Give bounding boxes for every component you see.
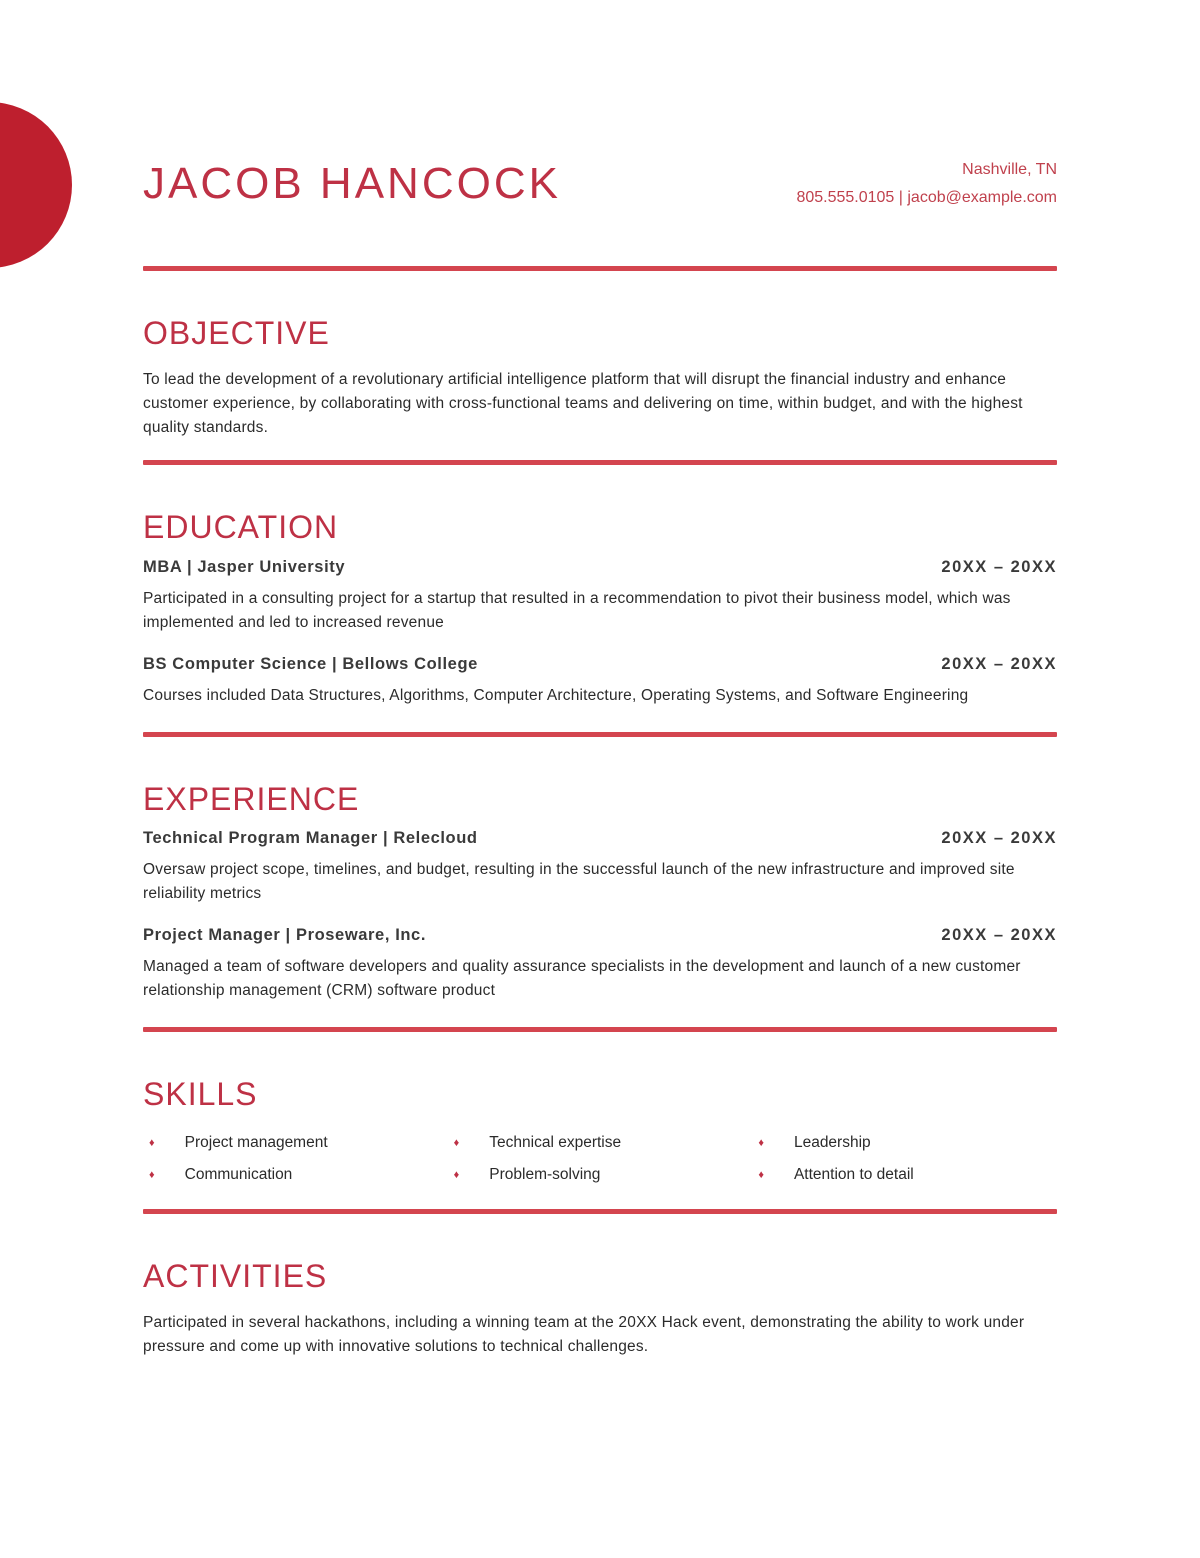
section-education [143, 509, 1057, 708]
contact-info [796, 156, 1057, 212]
skill-item [752, 1129, 1057, 1157]
job-title-company: Technical Program Manager | Relecloud [143, 829, 478, 848]
section-title-education: EDUCATION [143, 508, 339, 545]
experience-entry-header [143, 829, 1057, 848]
education-entry-header [143, 558, 1057, 577]
objective-text: To lead the development of a revolutionary artificial intelligence platform that will disrupt the financial industry and enhance customer experience, by collaborating with cross-functional teams and delivering on time, within budget, and with the highest quality standards. [143, 370, 1023, 436]
skills-list [143, 1129, 1057, 1189]
degree-school: MBA | Jasper University [143, 557, 346, 576]
phone-email: 805.555.0105 | jacob@example.com [796, 189, 1057, 206]
skill-item [448, 1161, 753, 1189]
diamond-bullet-icon: ♦ [453, 1136, 460, 1149]
section-title-activities: ACTIVITIES [143, 1258, 328, 1295]
experience-entry-header [143, 926, 1057, 945]
education-entry-description: Participated in a consulting project for a startup that resulted in a recommendation to pivot their business model, which was implemented and led to increased revenue [143, 589, 1011, 631]
date-range: 20XX – 20XX [941, 829, 1057, 848]
skill-label: Problem-solving [489, 1166, 601, 1184]
diamond-bullet-icon: ♦ [453, 1168, 460, 1181]
section-title-skills: SKILLS [143, 1076, 258, 1113]
date-range: 20XX – 20XX [941, 926, 1057, 945]
section-skills [143, 1076, 1057, 1189]
section-activities [143, 1258, 1057, 1359]
section-objective [143, 315, 1057, 440]
education-entry-header [143, 655, 1057, 674]
activities-text: Participated in several hackathons, including a winning team at the 20XX Hack event, demonstrating the ability to work under pressure and come up with innovative solutions to technical challenges. [143, 1313, 1025, 1355]
section-divider [143, 732, 1057, 737]
skill-label: Attention to detail [793, 1166, 914, 1184]
skill-item [143, 1161, 448, 1189]
job-title-company: Project Manager | Proseware, Inc. [143, 926, 427, 945]
experience-entry-description: Managed a team of software developers and quality assurance specialists in the development and launch of a new customer relationship management (CRM) software product [143, 958, 1021, 1000]
date-range: 20XX – 20XX [941, 557, 1057, 576]
section-divider [143, 1027, 1057, 1032]
degree-school: BS Computer Science | Bellows College [143, 654, 478, 673]
candidate-name: JACOB HANCOCK [143, 158, 561, 208]
skill-label: Communication [184, 1166, 293, 1184]
section-divider [143, 266, 1057, 271]
skill-label: Leadership [793, 1134, 871, 1152]
section-experience [143, 781, 1057, 1004]
diamond-bullet-icon: ♦ [149, 1168, 155, 1181]
skill-label: Project management [184, 1134, 328, 1152]
diamond-bullet-icon: ♦ [758, 1168, 764, 1181]
section-divider [143, 1209, 1057, 1214]
location: Nashville, TN [962, 161, 1057, 178]
skill-label: Technical expertise [489, 1134, 622, 1152]
section-divider [143, 460, 1057, 465]
header [143, 0, 1057, 212]
skill-item [448, 1129, 753, 1157]
section-title-objective: OBJECTIVE [143, 315, 330, 351]
education-entry-description: Courses included Data Structures, Algorithms, Computer Architecture, Operating Systems, and Software Engineering [143, 686, 969, 704]
section-title-experience: EXPERIENCE [143, 780, 360, 817]
experience-entry-description: Oversaw project scope, timelines, and budget, resulting in the successful launch of the new infrastructure and improved site reliability metrics [143, 861, 1015, 903]
date-range: 20XX – 20XX [941, 654, 1057, 673]
skill-item [752, 1161, 1057, 1189]
skill-item [143, 1129, 448, 1157]
diamond-bullet-icon: ♦ [758, 1136, 764, 1149]
diamond-bullet-icon: ♦ [149, 1136, 155, 1149]
